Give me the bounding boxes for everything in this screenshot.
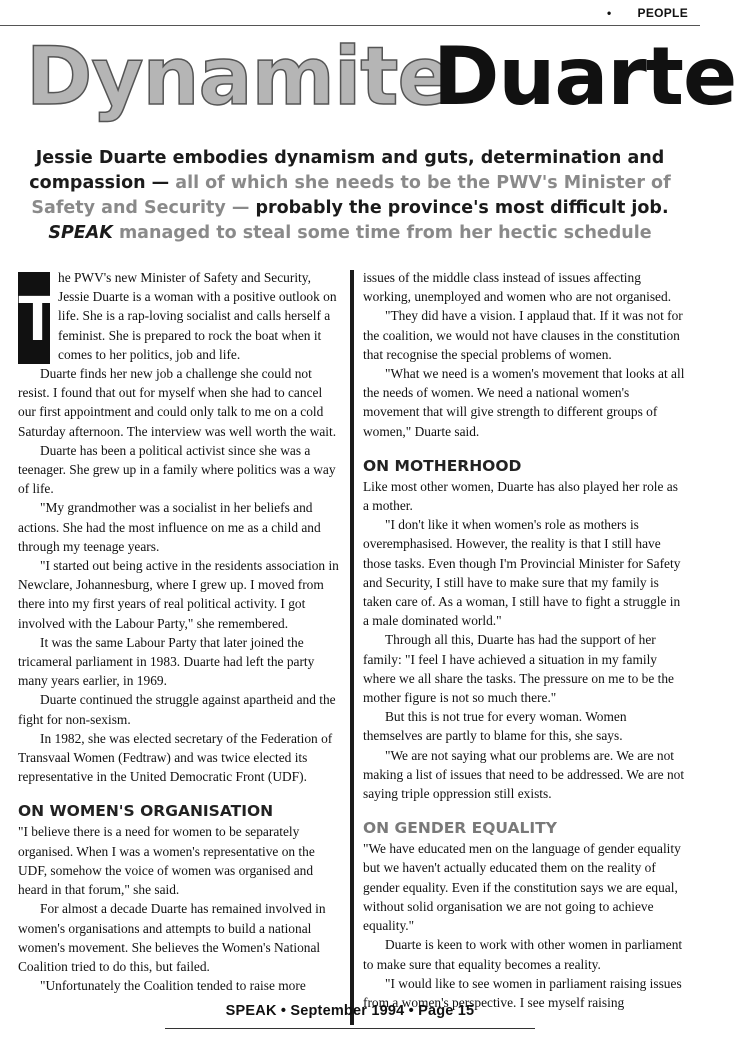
article-paragraph: "I don't like it when women's role as mothers is overemphasised. However, the reality is that I still have those tasks. Even though I'm Provincial Minister for Safety and Security, I still have to make sure that my family is taken care of. As a woman, I still have to fight a struggle in a male dominated world." — [363, 517, 681, 629]
article-paragraph: "I would like to see women in parliament raising issues from a women's perspective. I see myself raising — [363, 975, 682, 1010]
article-column-left — [18, 268, 343, 995]
footer-rule — [165, 1028, 535, 1029]
article-paragraph: Through all this, Duarte has had the support of her family: "I feel I have achieved a situation in my family where we all share the tasks. The pressure on me to be the mother figure is not so much there." — [363, 632, 674, 706]
page-footer: SPEAK • September 1994 • Page 15 — [225, 1003, 475, 1019]
section-name: PEOPLE — [637, 6, 688, 20]
article-paragraph: Duarte has been a political activist since she was a teenager. She grew up in a family where politics was a way of life. — [18, 442, 336, 497]
article-paragraph: But this is not true for every woman. Women themselves are partly to blame for this, she says. — [363, 709, 627, 744]
standfirst-sentence-1: Jessie Duarte embodies dynamism and guts, determination and compassion — — [29, 148, 665, 193]
article-paragraph: "Unfortunately the Coalition tended to raise more — [40, 978, 306, 994]
column-divider — [350, 270, 354, 1025]
article-paragraph: Duarte finds her new job a challenge she could not resist. I found that out for myself when she had to cancel our first appointment and could only talk to me on a cold Saturday afternoon. The interview was well worth the wait. — [18, 366, 337, 439]
standfirst-sentence-4: managed to steal some time from her hectic schedule — [118, 223, 652, 243]
article-paragraph: Duarte continued the struggle against apartheid and the fight for non-sexism. — [18, 692, 336, 727]
article-paragraph: "I started out being active in the residents association in Newclare, Johannesburg, where I grew up. I moved from there into my first years of real political activity. I got involved with the Labour Party," she remembered. — [18, 558, 339, 631]
article-paragraph: Duarte is keen to work with other women in parliament to make sure that equality becomes a reality. — [363, 937, 683, 972]
article-paragraph: It was the same Labour Party that later joined the tricameral parliament in 1983. Duarte had left the party many years earlier, in 1969. — [18, 634, 315, 689]
article-paragraph: For almost a decade Duarte has remained involved in women's organisations and attempts to build a national women's movement. She believes the Women's National Coalition tried to do this, but failed. — [18, 901, 326, 974]
article-paragraph: "They did have a vision. I applaud that. If it was not for the coalition, we would not have clauses in the constitution that recognise the special problems of women. — [363, 308, 683, 362]
article-paragraph: "I believe there is a need for women to be separately organised. When I was a women's representative on the UDF, somehow the voice of women was organised and heard in that forum," she said. — [18, 824, 315, 898]
subhead-womens-organisation: ON WOMEN'S ORGANISATION — [18, 802, 274, 821]
section-label — [607, 6, 688, 20]
article-column-right — [363, 268, 685, 1012]
article-paragraph: "My grandmother was a socialist in her beliefs and actions. She had the most influence on me as a child and through my teenage years. — [18, 500, 321, 554]
standfirst-magazine-name: SPEAK — [48, 223, 113, 243]
standfirst-sentence-3: probably the province's most difficult job. — [255, 198, 669, 218]
standfirst-sentence-2: all of which she needs to be the PWV's Minister of Safety and Security — — [31, 173, 671, 218]
article-paragraph: he PWV's new Minister of Safety and Security, Jessie Duarte is a woman with a positive outlook on life. She is a rap-loving socialist and calls herself a feminist. She is prepared to rock the boat when it comes to her politics, job and life. — [58, 270, 337, 362]
standfirst — [20, 146, 680, 246]
subhead-gender-equality: ON GENDER EQUALITY — [363, 819, 557, 838]
headline-part-2: Duarte — [433, 30, 736, 123]
headline — [0, 22, 736, 132]
article-paragraph: Like most other women, Duarte has also played her role as a mother. — [363, 478, 678, 514]
article-paragraph: issues of the middle class instead of issues affecting working, unemployed and women who are not organised. — [363, 270, 672, 305]
article-paragraph: In 1982, she was elected secretary of the Federation of Transvaal Women (Fedtraw) and was twice elected its representative in the United Democratic Front (UDF). — [18, 730, 333, 785]
section-bullet: • — [607, 6, 612, 20]
headline-part-1: Dynamite — [26, 30, 451, 123]
subhead-motherhood: ON MOTHERHOOD — [363, 456, 522, 475]
article-paragraph: "We are not saying what our problems are. We are not making a list of issues that need to be addressed. We are not saying triple oppression still exists. — [363, 747, 685, 802]
drop-cap: T — [18, 272, 50, 364]
article-paragraph: "What we need is a women's movement that looks at all the needs of women. We need a national women's movement that will give strength to different groups of women," Duarte said. — [363, 366, 685, 439]
article-paragraph: "We have educated men on the language of gender equality but we haven't actually educated them on the reality of gender equality. Even if the constitution says we are equal, without solid organisation we are not going to achieve equality." — [363, 841, 681, 934]
